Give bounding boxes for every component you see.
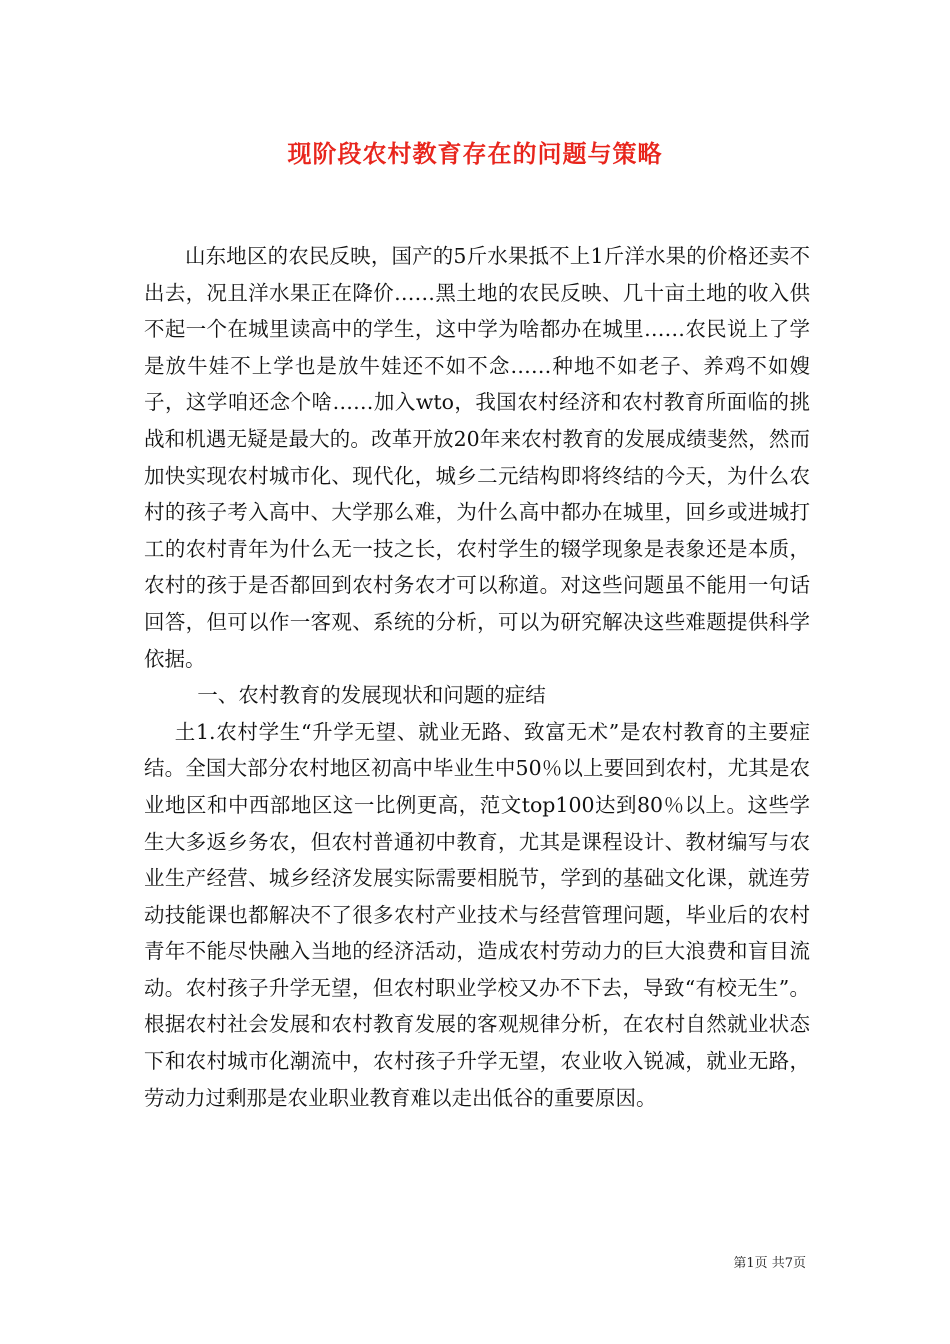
section-heading: 一、农村教育的发展现状和问题的症结 [197, 683, 546, 708]
section-paragraph: 土1.农村学生“升学无望、就业无路、致富无术”是农村教育的主要症结。全国大部分农村地区初高中毕业生中50％以上要回到农村，尤其是农业地区和中西部地区这一比例更高，范文top100达到80％以上。这些学生大多返乡务农，但农村普通初中教育，尤其是课程设计、教材编写与农业生产经营、城乡经济发展实际需要相脱节，学到的基础文化课，就连劳动技能课也都解决不了很多农村产业技术与经营管理问题，毕业后的农村青年不能尽快融入当地的经济活动，造成农村劳动力的巨大浪费和盲目流动。农村孩子升学无望，但农村职业学校又办不下去，导致“有校无生”。根据农村社会发展和农村教育发展的客观规律分析，在农村自然就业状态下和农村城市化潮流中，农村孩子升学无望，农业收入锐减，就业无路，劳动力过剩那是农业职业教育难以走出低谷的重要原因。 [144, 719, 810, 1110]
document-body [144, 238, 810, 1116]
page-number: 第1页 共7页 [733, 1256, 806, 1271]
intro-paragraph: 山东地区的农民反映，国产的5斤水果抵不上1斤洋水果的价格还卖不出去，况且洋水果正在降价……黑土地的农民反映、几十亩土地的收入供不起一个在城里读高中的学生，这中学为啥都办在城里……农民说上了学是放牛娃不上学也是放牛娃还不如不念……种地不如老子、养鸡不如嫂子，这学咱还念个啥……加入wto，我国农村经济和农村教育所面临的挑战和机遇无疑是最大的。改革开放20年来农村教育的发展成绩斐然，然而加快实现农村城市化、现代化，城乡二元结构即将终结的今天，为什么农村的孩子考入高中、大学那么难，为什么高中都办在城里，回乡或进城打工的农村青年为什么无一技之长，农村学生的辍学现象是表象还是本质，农村的孩于是否都回到农村务农才可以称道。对这些问题虽不能用一句话回答，但可以作一客观、系统的分析，可以为研究解决这些难题提供科学依据。 [144, 244, 810, 671]
document-title: 现阶段农村教育存在的问题与策略 [287, 139, 663, 168]
